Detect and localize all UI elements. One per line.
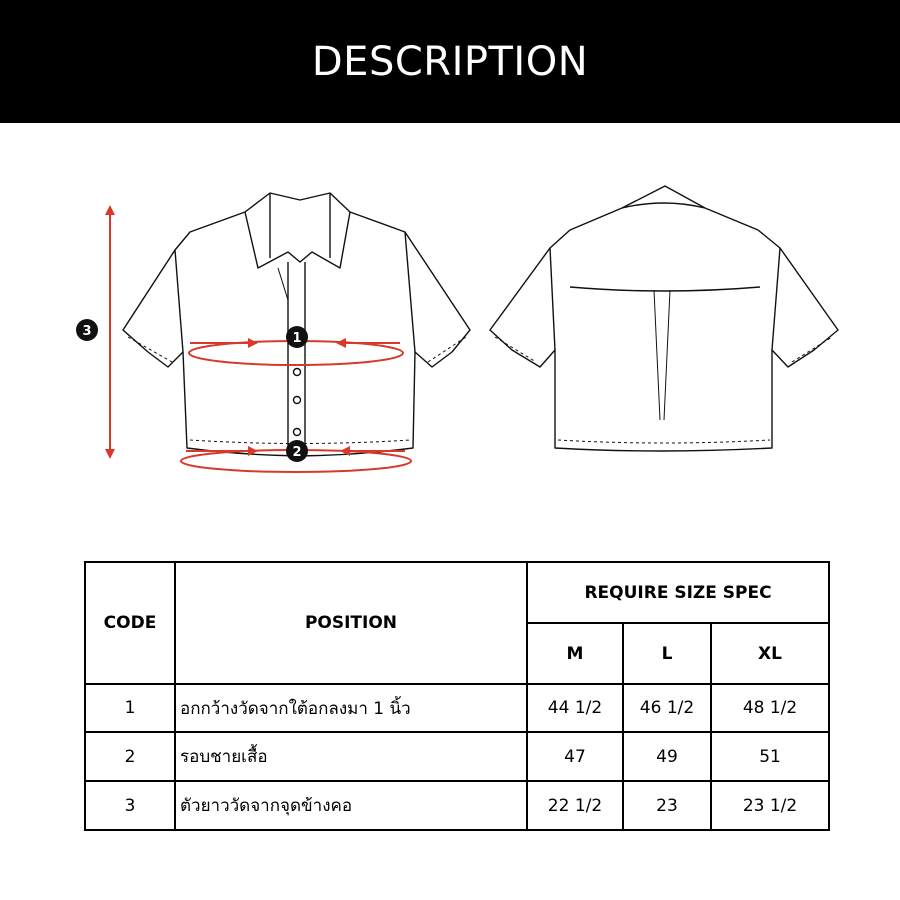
- shirt-front-drawing: [123, 193, 470, 456]
- code-header: CODE: [85, 562, 175, 684]
- size-header-m: M: [527, 623, 623, 684]
- row-value-m: 22 1/2: [527, 781, 623, 830]
- row-code: 3: [85, 781, 175, 830]
- row-value-l: 23: [623, 781, 711, 830]
- marker-3: [76, 319, 98, 341]
- size-spec-table: [84, 561, 830, 831]
- position-header: POSITION: [175, 562, 527, 684]
- row-position: ตัวยาววัดจากจุดข้างคอ: [175, 781, 527, 830]
- marker-1-label: 1: [292, 331, 302, 346]
- row-position: รอบชายเสื้อ: [175, 732, 527, 781]
- size-header-xl: XL: [711, 623, 829, 684]
- row-value-xl: 23 1/2: [711, 781, 829, 830]
- marker-2-label: 2: [292, 445, 302, 460]
- row-value-xl: 51: [711, 732, 829, 781]
- shirt-illustration: [0, 123, 900, 543]
- row-position: อกกว้างวัดจากใต้อกลงมา 1 นิ้ว: [175, 684, 527, 732]
- row-value-l: 46 1/2: [623, 684, 711, 732]
- row-value-l: 49: [623, 732, 711, 781]
- row-value-m: 47: [527, 732, 623, 781]
- row-code: 2: [85, 732, 175, 781]
- marker-2: [286, 440, 308, 462]
- row-value-xl: 48 1/2: [711, 684, 829, 732]
- shirt-back-drawing: [490, 186, 838, 451]
- spec-header: REQUIRE SIZE SPEC: [527, 562, 829, 623]
- row-value-m: 44 1/2: [527, 684, 623, 732]
- marker-3-label: 3: [82, 324, 92, 339]
- row-code: 1: [85, 684, 175, 732]
- table-row: [85, 732, 829, 781]
- header-bar: [0, 0, 900, 123]
- size-header-l: L: [623, 623, 711, 684]
- page-title: DESCRIPTION: [311, 38, 589, 85]
- table-row: [85, 684, 829, 732]
- table-row: [85, 781, 829, 830]
- marker-1: [286, 326, 308, 348]
